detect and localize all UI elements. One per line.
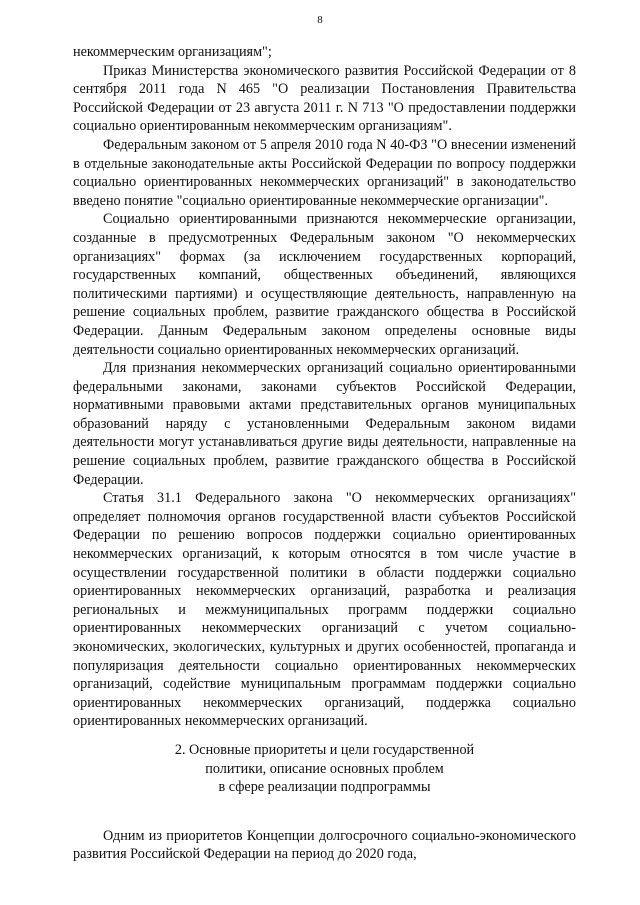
body-text xyxy=(73,43,576,864)
page-number: 8 xyxy=(317,14,323,26)
section-heading-line-1: 2. Основные приоритеты и цели государственной xyxy=(174,741,475,758)
paragraph-4: Социально ориентированными признаются некоммерческие организации, созданные в предусмотренных Федеральным законом "О некоммерческих организациях" формах (за исключением государственных корпораций, государственных компаний, общественных объединений, являющихся политическими партиями) и осуществляющие деятельность, направленную на решение социальных проблем, развитие гражданского общества в Российской Федерации. Данным Федеральным законом определены основные виды деятельности социально ориентированных некоммерческих организаций. xyxy=(73,211,576,358)
paragraph-6: Статья 31.1 Федерального закона "О некоммерческих организациях" определяет полномочия органов государственной власти субъектов Российской Федерации по решению вопросов поддержки социально ориентированных некоммерческих организаций, к которым относятся в том числе участие в осуществлении государственной политики в области поддержки социально ориентированных некоммерческих организаций, разработка и реализация региональных и межмуниципальных программ поддержки социально ориентированных некоммерческих организаций с учетом социально-экономических, экологических, культурных и других особенностей, пропаганда и популяризация деятельности социально ориентированных некоммерческих организаций, содействие муниципальным программам поддержки социально ориентированных некоммерческих организаций, поддержка социально ориентированных некоммерческих организаций. xyxy=(73,490,576,730)
section-heading-line-3: в сфере реализации подпрограммы xyxy=(218,779,431,796)
spacer xyxy=(73,797,576,827)
section-heading xyxy=(73,741,576,797)
section-heading-line-2: политики, описание основных проблем xyxy=(205,760,444,777)
paragraph-5: Для признания некоммерческих организаций социально ориентированными федеральными законами, законами субъектов Российской Федерации, нормативными правовыми актами представительных органов муниципальных образований наряду с установленными Федеральным законом видами деятельности могут устанавливаться другие виды деятельности, направленные на решение социальных проблем, развитие гражданского общества в Российской Федерации. xyxy=(73,360,576,488)
paragraph-final: Одним из приоритетов Концепции долгосрочного социально-экономического развития Российской Федерации на период до 2020 года, xyxy=(73,827,576,863)
paragraph-1: некоммерческим организациям"; xyxy=(73,44,272,60)
paragraph-2: Приказ Министерства экономического развития Российской Федерации от 8 сентября 2011 года N 465 "О реализации Постановления Правительства Российской Федерации от 23 августа 2011 г. N 713 "О предоставлении поддержки социально ориентированным некоммерческим организациям". xyxy=(73,62,576,135)
paragraph-3: Федеральным законом от 5 апреля 2010 года N 40-ФЗ "О внесении изменений в отдельные законодательные акты Российской Федерации по вопросу поддержки социально ориентированных некоммерческих организаций" в законодательство введено понятие "социально ориентированные некоммерческие организации". xyxy=(73,136,576,209)
